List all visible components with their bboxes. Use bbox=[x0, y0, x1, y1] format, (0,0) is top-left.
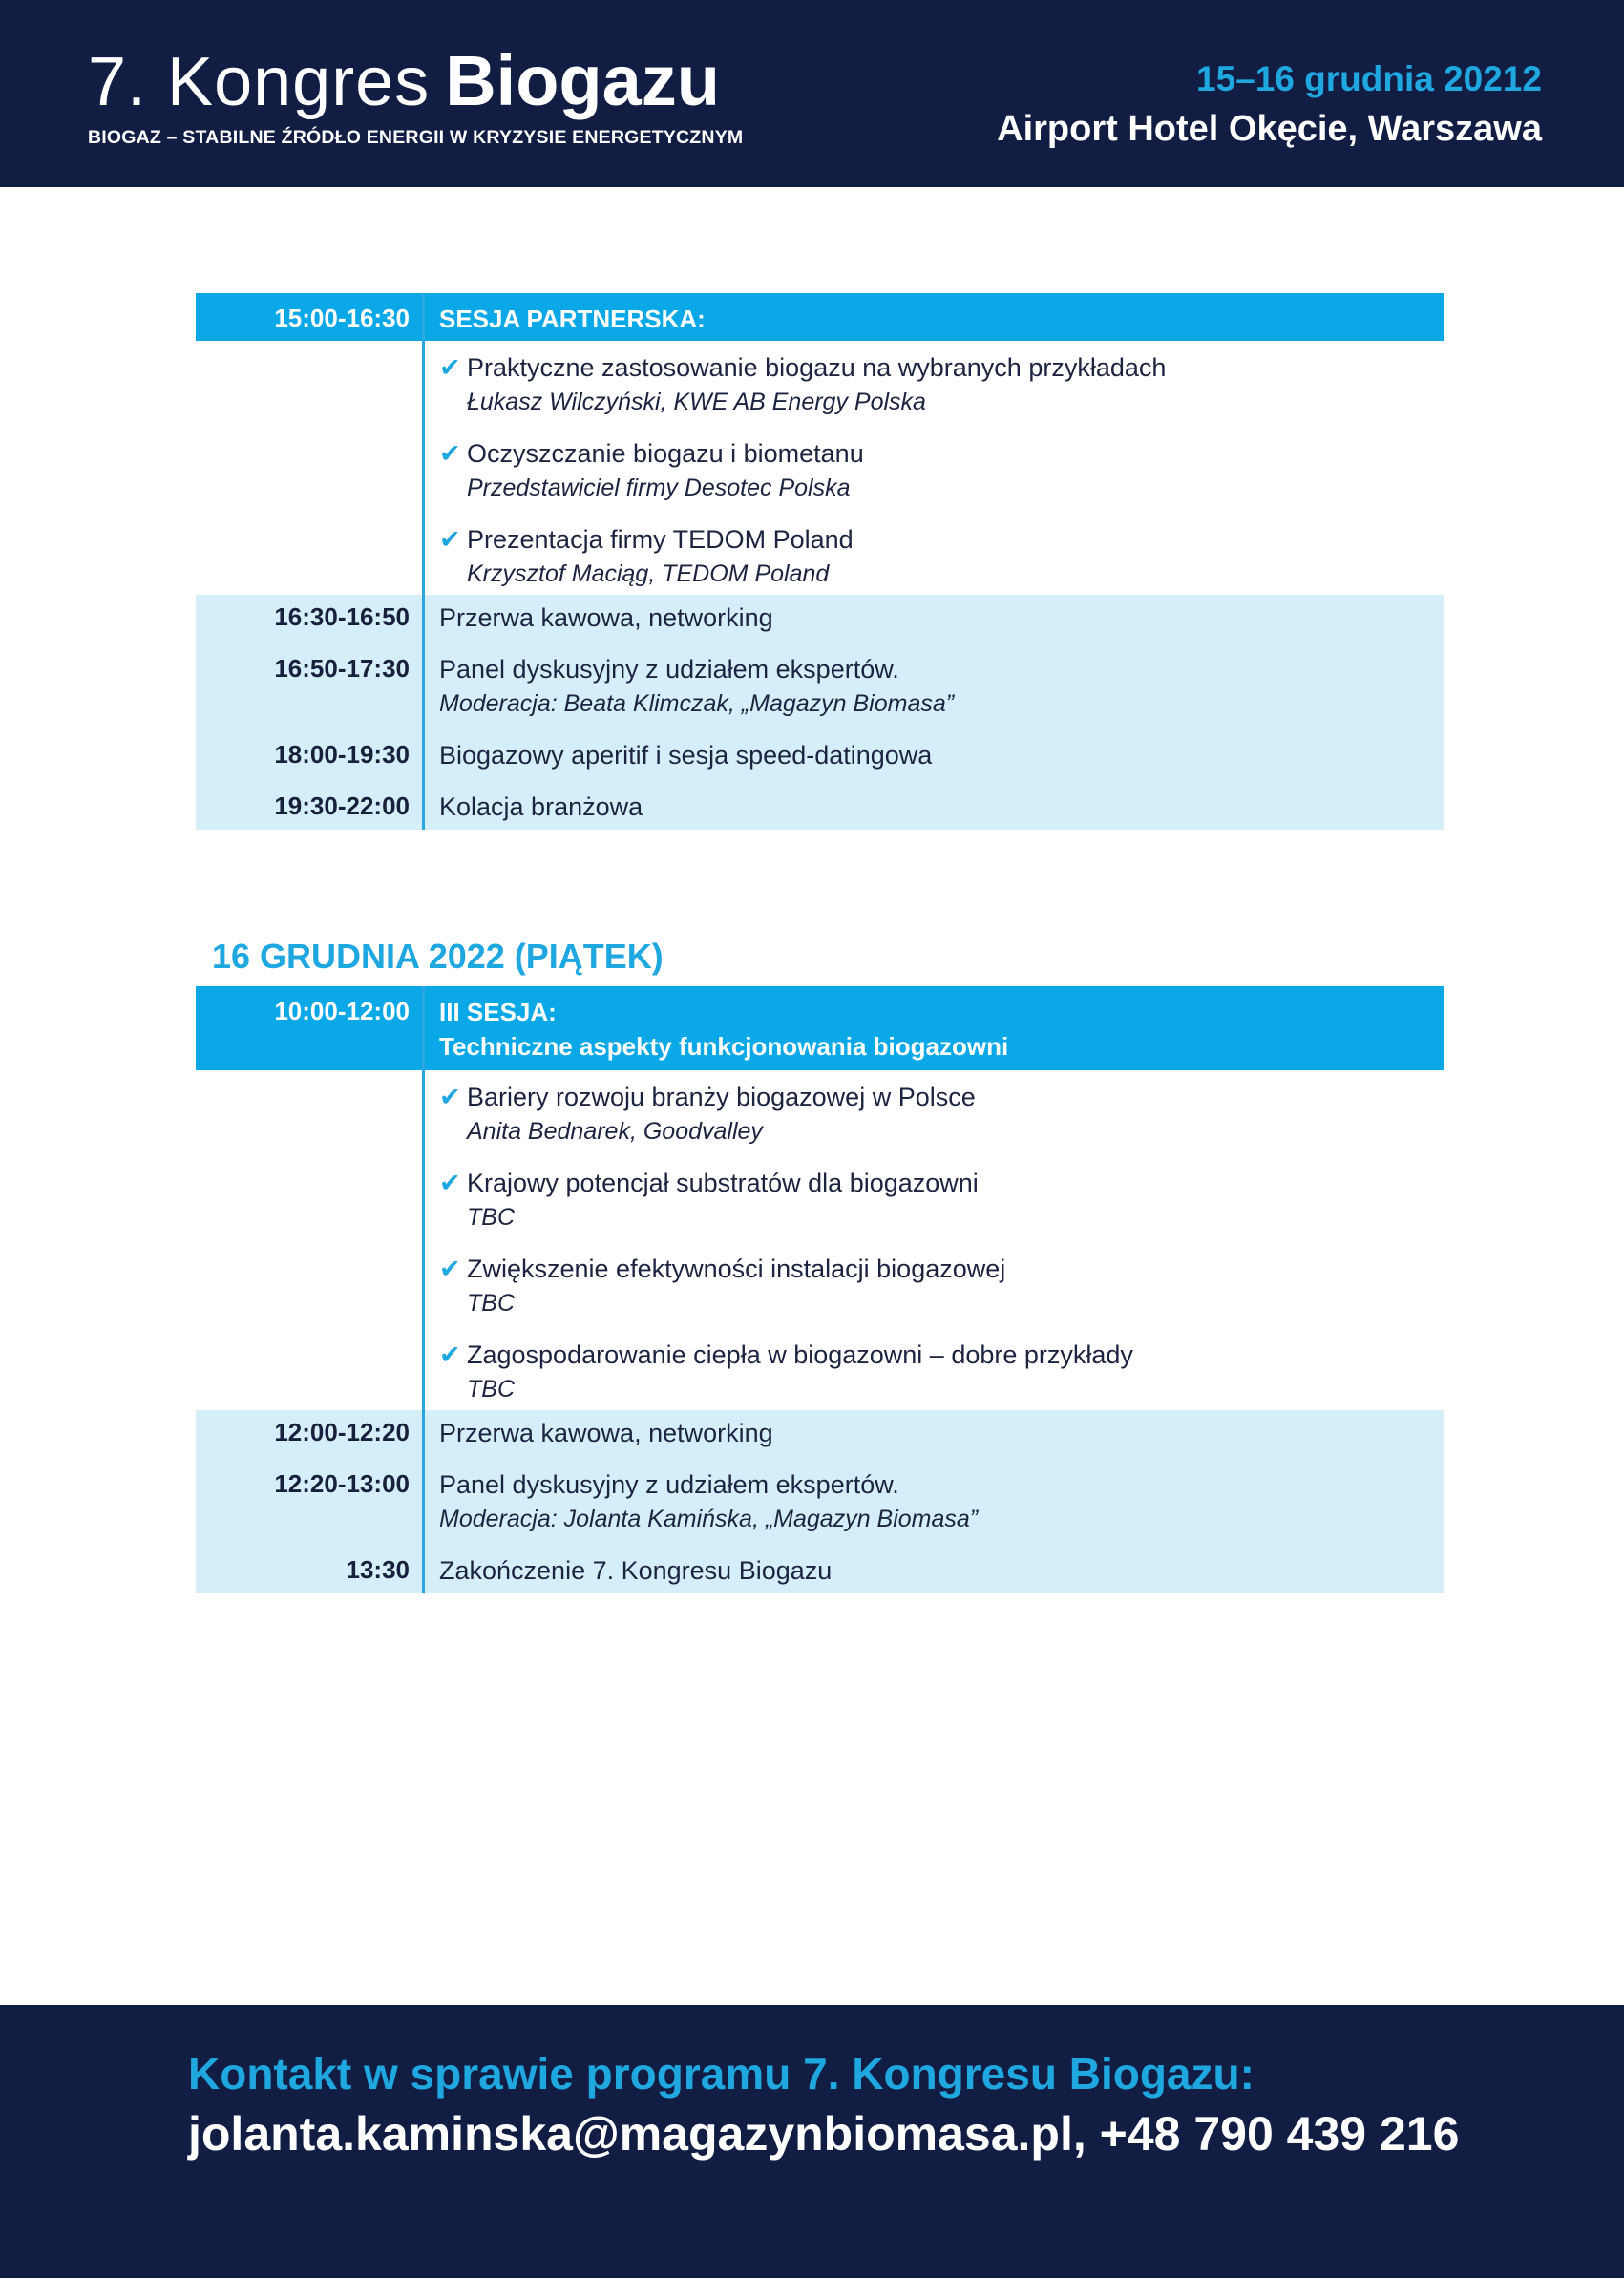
session-time: 10:00-12:00 bbox=[274, 997, 410, 1025]
agenda-title: Przerwa kawowa, networking bbox=[439, 1419, 773, 1447]
session-title: III SESJA: bbox=[439, 998, 557, 1026]
brand-bold-text: Biogazu bbox=[445, 41, 720, 120]
session-talks-iii bbox=[196, 1070, 1444, 1410]
talk-item bbox=[439, 1252, 1444, 1320]
brand-light-text: 7. Kongres bbox=[88, 44, 431, 120]
agenda-time: 19:30-22:00 bbox=[274, 791, 410, 820]
talk-speaker: Przedstawiciel firmy Desotec Polska bbox=[467, 475, 851, 501]
talk-speaker: Krzysztof Maciąg, TEDOM Poland bbox=[467, 560, 830, 587]
talk-speaker: TBC bbox=[467, 1204, 515, 1231]
talk-title: Zagospodarowanie ciepła w biogazowni – dobre przykłady bbox=[467, 1340, 1133, 1369]
talk-speaker: TBC bbox=[467, 1290, 515, 1317]
agenda-items-day2 bbox=[196, 1410, 1444, 1593]
contact-label: Kontakt w sprawie programu 7. Kongresu Biogazu: bbox=[188, 2049, 1255, 2099]
check-icon: ✔ bbox=[439, 1255, 461, 1283]
congress-tagline: BIOGAZ – STABILNE ŹRÓDŁO ENERGII W KRYZYSIE ENERGETYCZNYM bbox=[88, 127, 744, 148]
talk-item bbox=[439, 522, 1444, 591]
agenda-items-day1 bbox=[196, 595, 1444, 830]
talk-item bbox=[439, 1166, 1444, 1234]
agenda-row bbox=[196, 790, 1444, 824]
agenda-title: Przerwa kawowa, networking bbox=[439, 603, 773, 632]
talk-speaker: Anita Bednarek, Goodvalley bbox=[467, 1118, 763, 1145]
agenda-day1 bbox=[196, 293, 1444, 830]
event-date: 15–16 grudnia 20212 bbox=[1196, 59, 1542, 98]
agenda-row bbox=[196, 738, 1444, 772]
talk-speaker: Łukasz Wilczyński, KWE AB Energy Polska bbox=[467, 389, 926, 415]
talk-title: Bariery rozwoju branży biogazowej w Polsce bbox=[467, 1083, 976, 1111]
talk-item bbox=[439, 350, 1444, 419]
agenda-row bbox=[196, 1467, 1444, 1536]
check-icon: ✔ bbox=[439, 353, 461, 382]
agenda-subtitle: Moderacja: Beata Klimczak, „Magazyn Biomasa” bbox=[439, 690, 955, 717]
talk-title: Krajowy potencjał substratów dla biogazowni bbox=[467, 1169, 979, 1197]
check-icon: ✔ bbox=[439, 1169, 461, 1197]
page-header bbox=[0, 0, 1624, 187]
talk-item bbox=[439, 1338, 1444, 1406]
session-talks-partner bbox=[196, 341, 1444, 595]
session-time: 15:00-16:30 bbox=[274, 304, 410, 332]
agenda-time: 12:00-12:20 bbox=[274, 1418, 410, 1446]
agenda-time: 13:30 bbox=[346, 1555, 410, 1584]
agenda-title: Panel dyskusyjny z udziałem ekspertów. bbox=[439, 1470, 899, 1499]
agenda-title: Biogazowy aperitif i sesja speed-datingowa bbox=[439, 741, 933, 770]
talk-item bbox=[439, 436, 1444, 505]
agenda-row bbox=[196, 652, 1444, 721]
agenda-title: Zakończenie 7. Kongresu Biogazu bbox=[439, 1556, 833, 1585]
agenda-row bbox=[196, 1553, 1444, 1588]
agenda-title: Panel dyskusyjny z udziałem ekspertów. bbox=[439, 655, 899, 684]
session-header-iii bbox=[196, 986, 1444, 1070]
agenda-row bbox=[196, 601, 1444, 635]
congress-logo bbox=[88, 41, 720, 120]
agenda-time: 16:30-16:50 bbox=[274, 602, 410, 631]
agenda-title: Kolacja branżowa bbox=[439, 792, 643, 821]
check-icon: ✔ bbox=[439, 1340, 461, 1369]
agenda-time: 18:00-19:30 bbox=[274, 740, 410, 769]
talk-item bbox=[439, 1080, 1444, 1149]
event-venue: Airport Hotel Okęcie, Warszawa bbox=[997, 109, 1542, 149]
check-icon: ✔ bbox=[439, 1083, 461, 1111]
agenda-time: 16:50-17:30 bbox=[274, 654, 410, 683]
session-title: SESJA PARTNERSKA: bbox=[439, 305, 706, 333]
check-icon: ✔ bbox=[439, 439, 461, 468]
talk-title: Praktyczne zastosowanie biogazu na wybranych przykładach bbox=[467, 353, 1167, 382]
talk-title: Prezentacja firmy TEDOM Poland bbox=[467, 525, 854, 554]
agenda-day2 bbox=[196, 986, 1444, 1593]
session-subtitle: Techniczne aspekty funkcjonowania biogazowni bbox=[439, 1032, 1009, 1061]
talk-title: Zwiększenie efektywności instalacji biogazowej bbox=[467, 1255, 1006, 1283]
contact-details: jolanta.kaminska@magazynbiomasa.pl, +48 790 439 216 bbox=[188, 2107, 1460, 2161]
talk-speaker: TBC bbox=[467, 1376, 515, 1403]
talk-title: Oczyszczanie biogazu i biometanu bbox=[467, 439, 864, 468]
agenda-row bbox=[196, 1416, 1444, 1450]
day2-heading: 16 GRUDNIA 2022 (PIĄTEK) bbox=[212, 937, 664, 976]
session-header-partner bbox=[196, 293, 1444, 341]
agenda-subtitle: Moderacja: Jolanta Kamińska, „Magazyn Biomasa” bbox=[439, 1506, 979, 1532]
agenda-time: 12:20-13:00 bbox=[274, 1469, 410, 1498]
check-icon: ✔ bbox=[439, 525, 461, 554]
